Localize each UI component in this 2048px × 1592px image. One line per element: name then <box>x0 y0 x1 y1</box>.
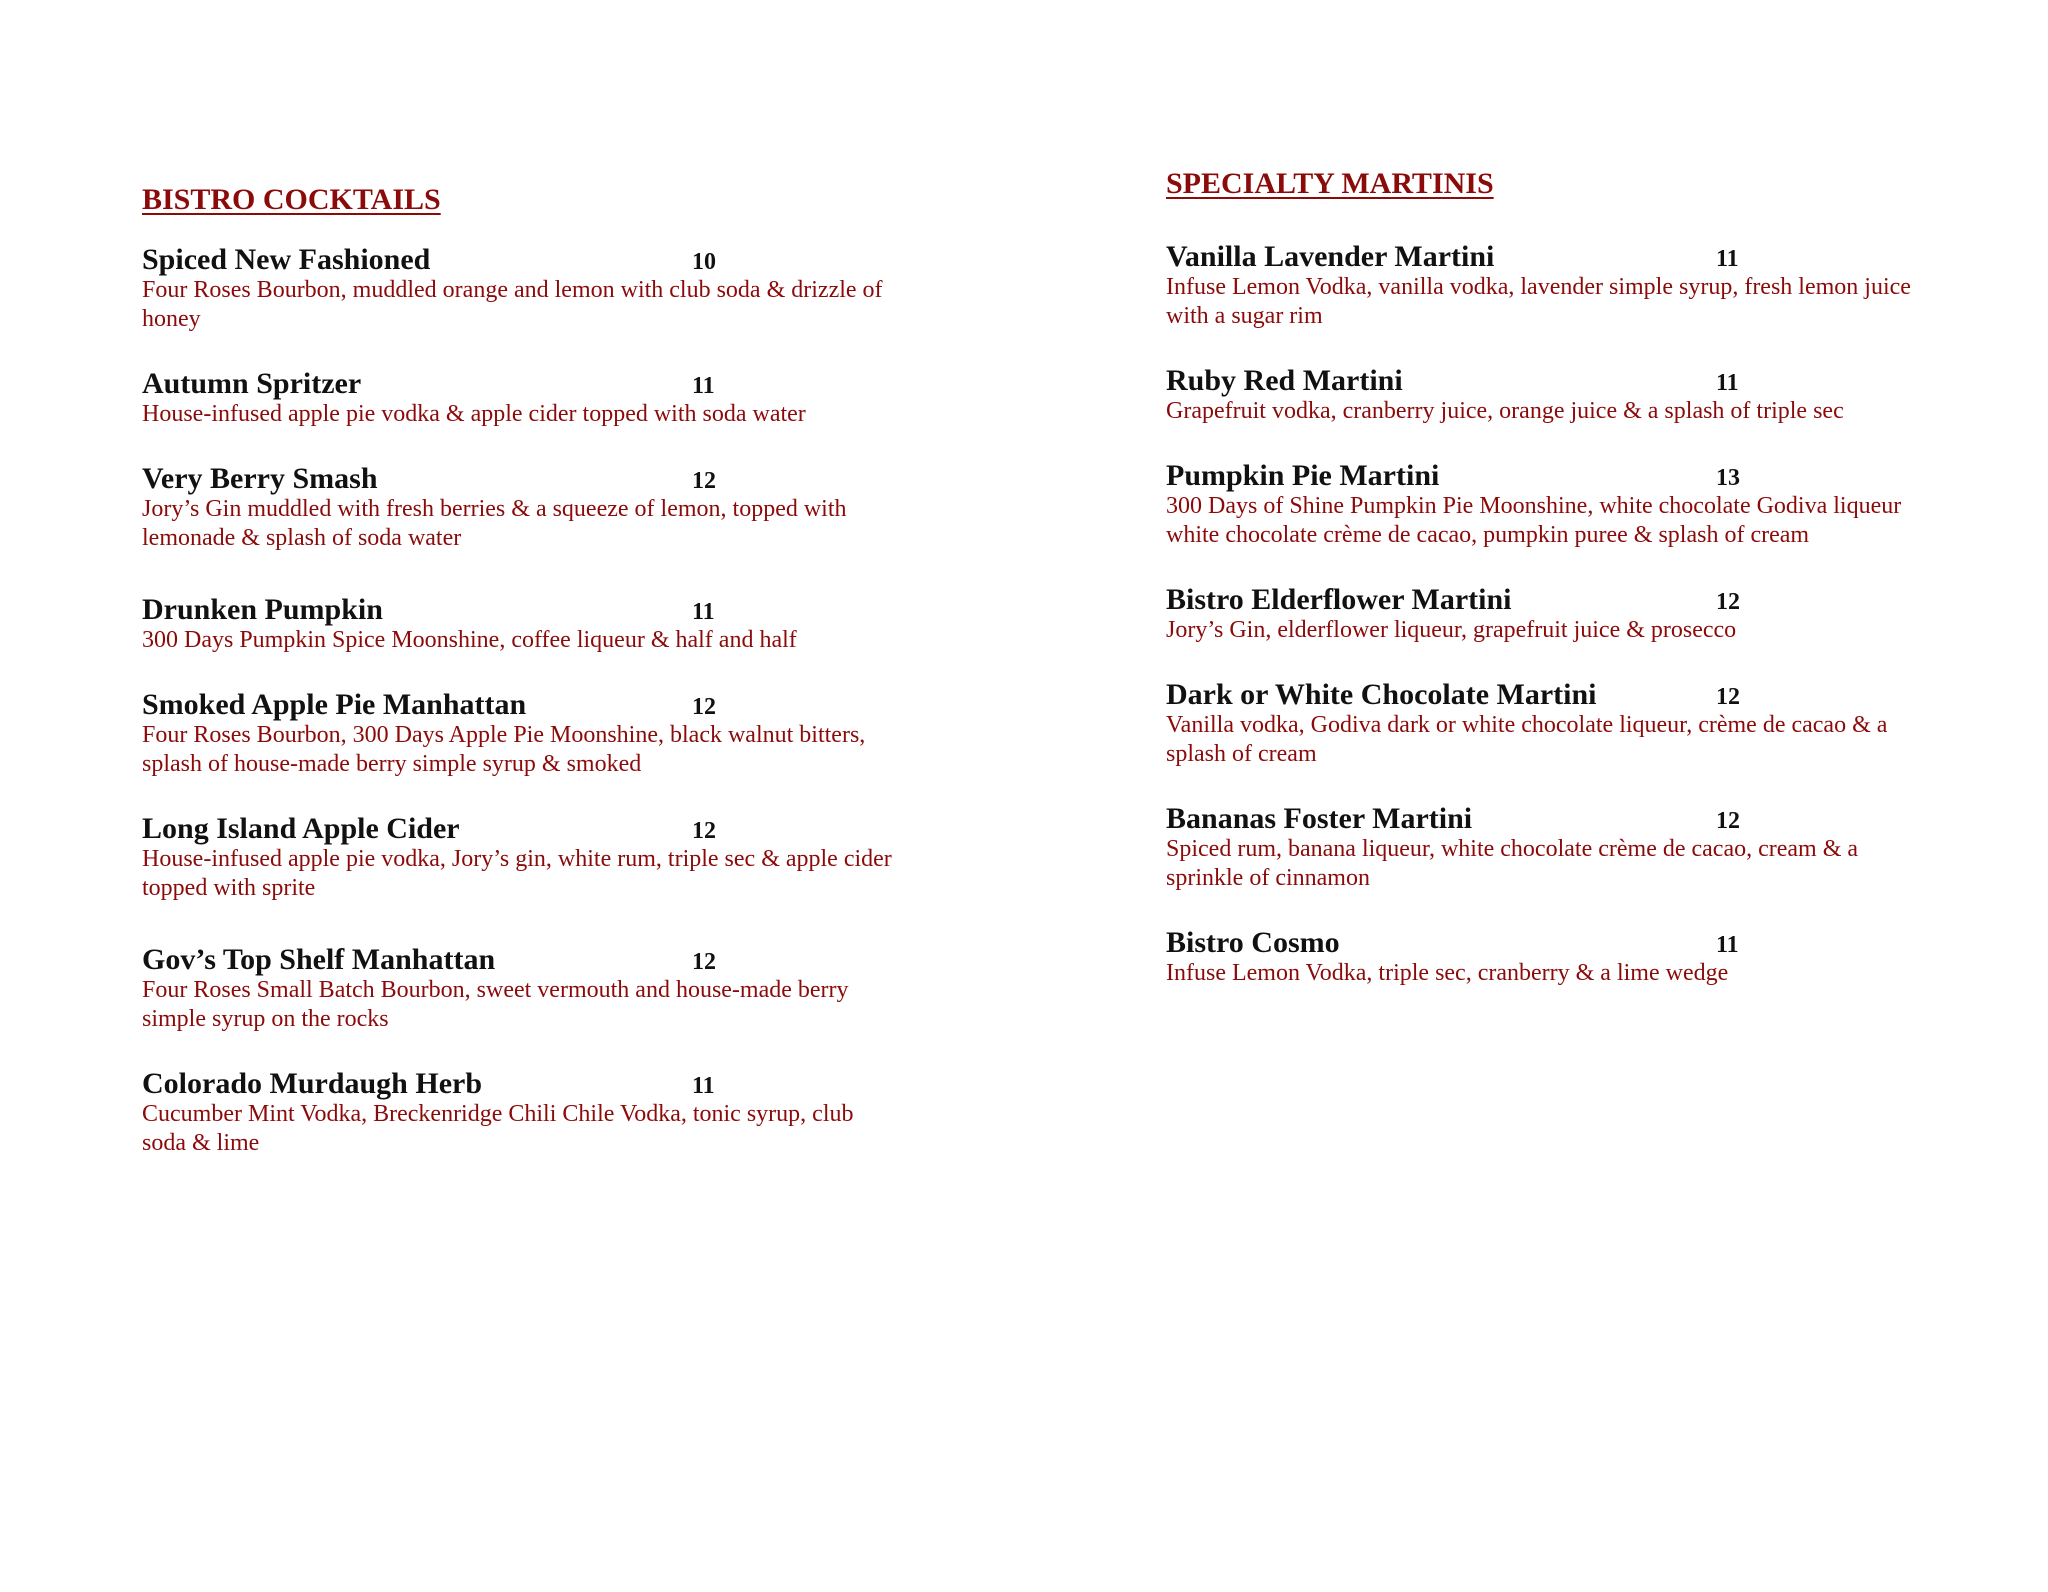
item-description: Four Roses Bourbon, 300 Days Apple Pie Moonshine, black walnut bitters, splash of house-made berry simple syrup & smoked <box>142 722 866 777</box>
menu-item <box>1166 582 2046 645</box>
item-description: Cucumber Mint Vodka, Breckenridge Chili Chile Vodka, tonic syrup, club soda & lime <box>142 1101 854 1156</box>
item-name: Gov’s Top Shelf Manhattan <box>142 943 496 976</box>
item-name: Autumn Spritzer <box>142 367 362 400</box>
item-price: 11 <box>692 1073 715 1099</box>
item-price: 11 <box>692 373 715 399</box>
item-name: Ruby Red Martini <box>1166 364 1403 397</box>
item-price: 12 <box>692 468 716 494</box>
item-description: 300 Days of Shine Pumpkin Pie Moonshine, white chocolate Godiva liqueur white chocolate crème de cacao, pumpkin puree & splash of cream <box>1166 493 1902 548</box>
item-description: Jory’s Gin muddled with fresh berries & a squeeze of lemon, topped with lemonade & splash of soda water <box>142 496 847 551</box>
menu-item <box>1166 363 2046 426</box>
item-price: 12 <box>1716 684 1740 710</box>
item-name: Drunken Pumpkin <box>142 593 383 626</box>
item-price: 12 <box>1716 808 1740 834</box>
item-description: Infuse Lemon Vodka, triple sec, cranberry & a lime wedge <box>1166 960 1729 986</box>
item-description: Vanilla vodka, Godiva dark or white chocolate liqueur, crème de cacao & a splash of cream <box>1166 712 1888 767</box>
item-price: 11 <box>1716 932 1739 958</box>
item-description: House-infused apple pie vodka & apple cider topped with soda water <box>142 401 806 427</box>
item-name: Bistro Cosmo <box>1166 926 1340 959</box>
menu-item <box>142 366 1022 429</box>
item-description: Spiced rum, banana liqueur, white chocolate crème de cacao, cream & a sprinkle of cinnamon <box>1166 836 1859 891</box>
section-title: SPECIALTY MARTINIS <box>1166 167 1494 200</box>
item-price: 12 <box>1716 589 1740 615</box>
item-price: 12 <box>692 949 716 975</box>
item-description: 300 Days Pumpkin Spice Moonshine, coffee liqueur & half and half <box>142 627 797 653</box>
item-description: Grapefruit vodka, cranberry juice, orange juice & a splash of triple sec <box>1166 398 1844 424</box>
item-name: Very Berry Smash <box>142 462 378 495</box>
item-description: House-infused apple pie vodka, Jory’s gin, white rum, triple sec & apple cider topped with sprite <box>142 846 892 901</box>
menu-item <box>142 1066 1022 1158</box>
item-price: 13 <box>1716 465 1740 491</box>
item-price: 12 <box>692 694 716 720</box>
item-description: Four Roses Small Batch Bourbon, sweet vermouth and house-made berry simple syrup on the rocks <box>142 977 849 1032</box>
menu-item <box>142 461 1022 553</box>
item-name: Dark or White Chocolate Martini <box>1166 678 1597 711</box>
bistro-cocktails-section <box>142 182 1022 1156</box>
menu-item <box>1166 239 2046 331</box>
item-price: 11 <box>1716 246 1739 272</box>
item-name: Spiced New Fashioned <box>142 243 431 276</box>
item-description: Infuse Lemon Vodka, vanilla vodka, lavender simple syrup, fresh lemon juice with a sugar rim <box>1166 274 1911 329</box>
item-price: 10 <box>692 249 716 275</box>
item-name: Bistro Elderflower Martini <box>1166 583 1512 616</box>
item-price: 12 <box>692 818 716 844</box>
item-price: 11 <box>1716 370 1739 396</box>
item-name: Bananas Foster Martini <box>1166 802 1473 835</box>
menu-item <box>1166 925 2046 988</box>
menu-item <box>1166 677 2046 769</box>
menu-item <box>1166 458 2046 550</box>
item-name: Vanilla Lavender Martini <box>1166 240 1495 273</box>
section-title: BISTRO COCKTAILS <box>142 183 441 216</box>
specialty-martinis-section <box>1166 166 2046 986</box>
item-price: 11 <box>692 599 715 625</box>
menu-item <box>142 687 1022 779</box>
item-description: Four Roses Bourbon, muddled orange and lemon with club soda & drizzle of honey <box>142 277 883 332</box>
item-name: Long Island Apple Cider <box>142 812 460 845</box>
item-name: Smoked Apple Pie Manhattan <box>142 688 527 721</box>
menu-item <box>142 242 1022 334</box>
menu-item <box>142 592 1022 655</box>
item-name: Pumpkin Pie Martini <box>1166 459 1440 492</box>
item-name: Colorado Murdaugh Herb <box>142 1067 483 1100</box>
menu-item <box>1166 801 2046 893</box>
menu-item <box>142 942 1022 1034</box>
menu-item <box>142 811 1022 903</box>
item-description: Jory’s Gin, elderflower liqueur, grapefruit juice & prosecco <box>1166 617 1737 643</box>
